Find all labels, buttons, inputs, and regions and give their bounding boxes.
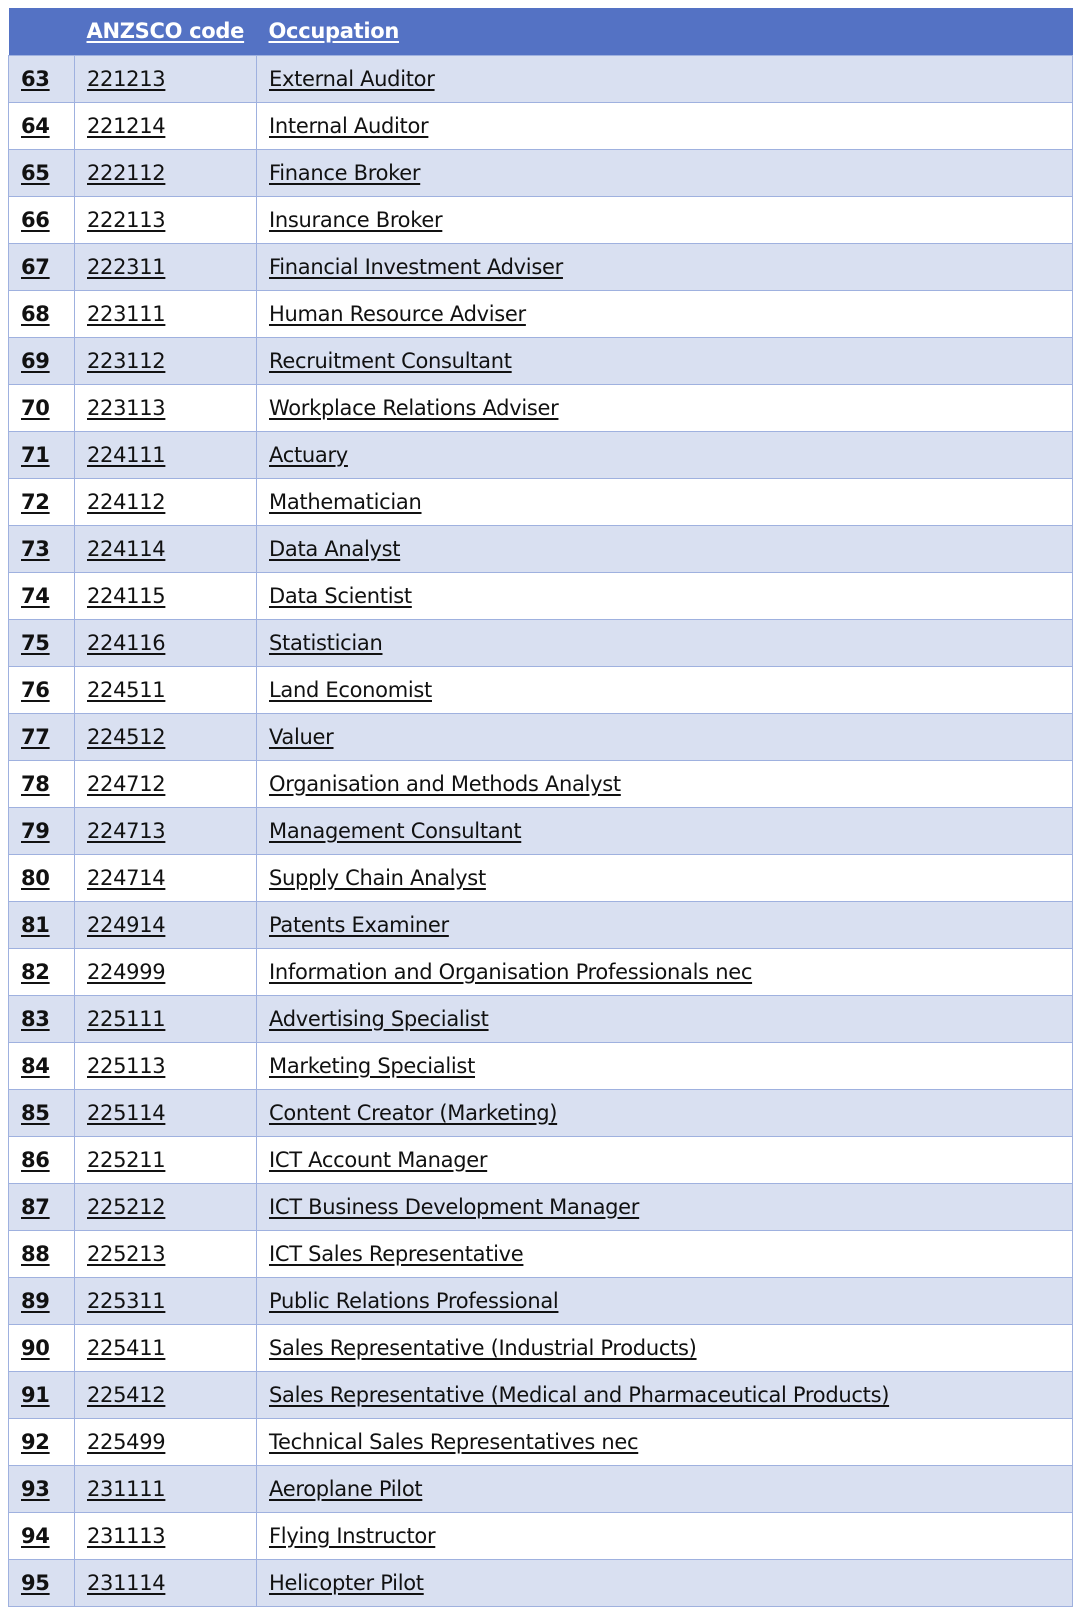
table-row — [9, 948, 1073, 995]
table-row — [9, 760, 1073, 807]
row-number-link[interactable]: 95 — [9, 1559, 75, 1606]
anzsco-code-link[interactable]: 224116 — [75, 619, 257, 666]
table-row — [9, 713, 1073, 760]
row-number-link[interactable]: 80 — [9, 854, 75, 901]
anzsco-code-link[interactable]: 225211 — [75, 1136, 257, 1183]
occupation-link[interactable]: Finance Broker — [257, 149, 1073, 196]
row-number-link[interactable]: 82 — [9, 948, 75, 995]
occupation-link[interactable]: Workplace Relations Adviser — [257, 384, 1073, 431]
occupation-link[interactable]: Patents Examiner — [257, 901, 1073, 948]
anzsco-code-link[interactable]: 224114 — [75, 525, 257, 572]
table-row — [9, 1277, 1073, 1324]
occupation-link[interactable]: Flying Instructor — [257, 1512, 1073, 1559]
occupation-link[interactable]: Valuer — [257, 713, 1073, 760]
occupation-link[interactable]: ICT Sales Representative — [257, 1230, 1073, 1277]
row-number-link[interactable]: 72 — [9, 478, 75, 525]
anzsco-code-link[interactable]: 223112 — [75, 337, 257, 384]
occupation-link[interactable]: Management Consultant — [257, 807, 1073, 854]
row-number-link[interactable]: 63 — [9, 55, 75, 102]
row-number-link[interactable]: 90 — [9, 1324, 75, 1371]
anzsco-code-link[interactable]: 221213 — [75, 55, 257, 102]
occupation-link[interactable]: Internal Auditor — [257, 102, 1073, 149]
occupation-table-container — [8, 8, 1072, 1607]
row-number-link[interactable]: 73 — [9, 525, 75, 572]
anzsco-code-link[interactable]: 222113 — [75, 196, 257, 243]
table-row — [9, 1136, 1073, 1183]
occupation-link[interactable]: Public Relations Professional — [257, 1277, 1073, 1324]
row-number-link[interactable]: 88 — [9, 1230, 75, 1277]
anzsco-code-link[interactable]: 231114 — [75, 1559, 257, 1606]
occupation-link[interactable]: Statistician — [257, 619, 1073, 666]
occupation-link[interactable]: ICT Account Manager — [257, 1136, 1073, 1183]
row-number-link[interactable]: 68 — [9, 290, 75, 337]
row-number-link[interactable]: 69 — [9, 337, 75, 384]
occupation-link[interactable]: Data Analyst — [257, 525, 1073, 572]
anzsco-code-link[interactable]: 224999 — [75, 948, 257, 995]
table-row — [9, 102, 1073, 149]
occupation-link[interactable]: Marketing Specialist — [257, 1042, 1073, 1089]
row-number-link[interactable]: 79 — [9, 807, 75, 854]
anzsco-code-link[interactable]: 222311 — [75, 243, 257, 290]
table-body — [9, 55, 1073, 1606]
anzsco-code-link[interactable]: 225113 — [75, 1042, 257, 1089]
anzsco-code-link[interactable]: 224111 — [75, 431, 257, 478]
table-row — [9, 243, 1073, 290]
anzsco-code-link[interactable]: 225114 — [75, 1089, 257, 1136]
anzsco-code-link[interactable]: 223111 — [75, 290, 257, 337]
row-number-link[interactable]: 66 — [9, 196, 75, 243]
table-row — [9, 1230, 1073, 1277]
header-number — [9, 8, 75, 55]
row-number-link[interactable]: 78 — [9, 760, 75, 807]
table-row — [9, 854, 1073, 901]
anzsco-code-link[interactable]: 225499 — [75, 1418, 257, 1465]
row-number-link[interactable]: 94 — [9, 1512, 75, 1559]
occupation-table — [8, 8, 1073, 1607]
occupation-link[interactable]: Advertising Specialist — [257, 995, 1073, 1042]
occupation-link[interactable]: Financial Investment Adviser — [257, 243, 1073, 290]
row-number-link[interactable]: 65 — [9, 149, 75, 196]
anzsco-code-link[interactable]: 221214 — [75, 102, 257, 149]
table-row — [9, 1465, 1073, 1512]
row-number-link[interactable]: 67 — [9, 243, 75, 290]
occupation-link[interactable]: Data Scientist — [257, 572, 1073, 619]
occupation-link[interactable]: Sales Representative (Industrial Products) — [257, 1324, 1073, 1371]
row-number-link[interactable]: 87 — [9, 1183, 75, 1230]
occupation-link[interactable]: External Auditor — [257, 55, 1073, 102]
table-row — [9, 666, 1073, 713]
anzsco-code-link[interactable]: 223113 — [75, 384, 257, 431]
occupation-link[interactable]: Insurance Broker — [257, 196, 1073, 243]
row-number-link[interactable]: 76 — [9, 666, 75, 713]
occupation-link[interactable]: Mathematician — [257, 478, 1073, 525]
anzsco-code-link[interactable]: 224714 — [75, 854, 257, 901]
row-number-link[interactable]: 64 — [9, 102, 75, 149]
row-number-link[interactable]: 70 — [9, 384, 75, 431]
row-number-link[interactable]: 86 — [9, 1136, 75, 1183]
occupation-link[interactable]: Information and Organisation Professionals nec — [257, 948, 1073, 995]
table-row — [9, 901, 1073, 948]
table-row — [9, 196, 1073, 243]
occupation-link[interactable]: Technical Sales Representatives nec — [257, 1418, 1073, 1465]
table-header-row — [9, 8, 1073, 55]
table-row — [9, 55, 1073, 102]
occupation-link[interactable]: Human Resource Adviser — [257, 290, 1073, 337]
anzsco-code-link[interactable]: 225311 — [75, 1277, 257, 1324]
anzsco-code-link[interactable]: 224512 — [75, 713, 257, 760]
row-number-link[interactable]: 92 — [9, 1418, 75, 1465]
table-row — [9, 384, 1073, 431]
row-number-link[interactable]: 71 — [9, 431, 75, 478]
table-row — [9, 431, 1073, 478]
anzsco-code-link[interactable]: 225212 — [75, 1183, 257, 1230]
table-row — [9, 149, 1073, 196]
anzsco-code-link[interactable]: 224914 — [75, 901, 257, 948]
anzsco-code-link[interactable]: 224112 — [75, 478, 257, 525]
table-row — [9, 619, 1073, 666]
occupation-link[interactable]: Land Economist — [257, 666, 1073, 713]
occupation-link[interactable]: Sales Representative (Medical and Pharmaceutical Products) — [257, 1371, 1073, 1418]
occupation-link[interactable]: Helicopter Pilot — [257, 1559, 1073, 1606]
anzsco-code-link[interactable]: 231113 — [75, 1512, 257, 1559]
anzsco-code-link[interactable]: 224712 — [75, 760, 257, 807]
occupation-link[interactable]: Actuary — [257, 431, 1073, 478]
table-row — [9, 525, 1073, 572]
row-number-link[interactable]: 81 — [9, 901, 75, 948]
header-anzsco-code: ANZSCO code — [86, 19, 245, 44]
occupation-link[interactable]: Organisation and Methods Analyst — [257, 760, 1073, 807]
row-number-link[interactable]: 75 — [9, 619, 75, 666]
row-number-link[interactable]: 74 — [9, 572, 75, 619]
table-row — [9, 1089, 1073, 1136]
occupation-link[interactable]: Content Creator (Marketing) — [257, 1089, 1073, 1136]
occupation-link[interactable]: Recruitment Consultant — [257, 337, 1073, 384]
table-row — [9, 1371, 1073, 1418]
anzsco-code-link[interactable]: 225411 — [75, 1324, 257, 1371]
row-number-link[interactable]: 91 — [9, 1371, 75, 1418]
row-number-link[interactable]: 84 — [9, 1042, 75, 1089]
anzsco-code-link[interactable]: 224713 — [75, 807, 257, 854]
table-row — [9, 1042, 1073, 1089]
row-number-link[interactable]: 93 — [9, 1465, 75, 1512]
anzsco-code-link[interactable]: 225213 — [75, 1230, 257, 1277]
row-number-link[interactable]: 77 — [9, 713, 75, 760]
occupation-link[interactable]: Supply Chain Analyst — [257, 854, 1073, 901]
table-row — [9, 290, 1073, 337]
anzsco-code-link[interactable]: 224511 — [75, 666, 257, 713]
anzsco-code-link[interactable]: 225111 — [75, 995, 257, 1042]
table-row — [9, 807, 1073, 854]
table-row — [9, 1559, 1073, 1606]
table-row — [9, 572, 1073, 619]
row-number-link[interactable]: 85 — [9, 1089, 75, 1136]
occupation-link[interactable]: ICT Business Development Manager — [257, 1183, 1073, 1230]
table-row — [9, 1512, 1073, 1559]
anzsco-code-link[interactable]: 224115 — [75, 572, 257, 619]
table-row — [9, 337, 1073, 384]
table-row — [9, 995, 1073, 1042]
occupation-link[interactable]: Aeroplane Pilot — [257, 1465, 1073, 1512]
anzsco-code-link[interactable]: 222112 — [75, 149, 257, 196]
table-row — [9, 1183, 1073, 1230]
header-occupation: Occupation — [268, 19, 400, 44]
row-number-link[interactable]: 83 — [9, 995, 75, 1042]
table-row — [9, 478, 1073, 525]
anzsco-code-link[interactable]: 231111 — [75, 1465, 257, 1512]
table-row — [9, 1324, 1073, 1371]
row-number-link[interactable]: 89 — [9, 1277, 75, 1324]
anzsco-code-link[interactable]: 225412 — [75, 1371, 257, 1418]
table-row — [9, 1418, 1073, 1465]
